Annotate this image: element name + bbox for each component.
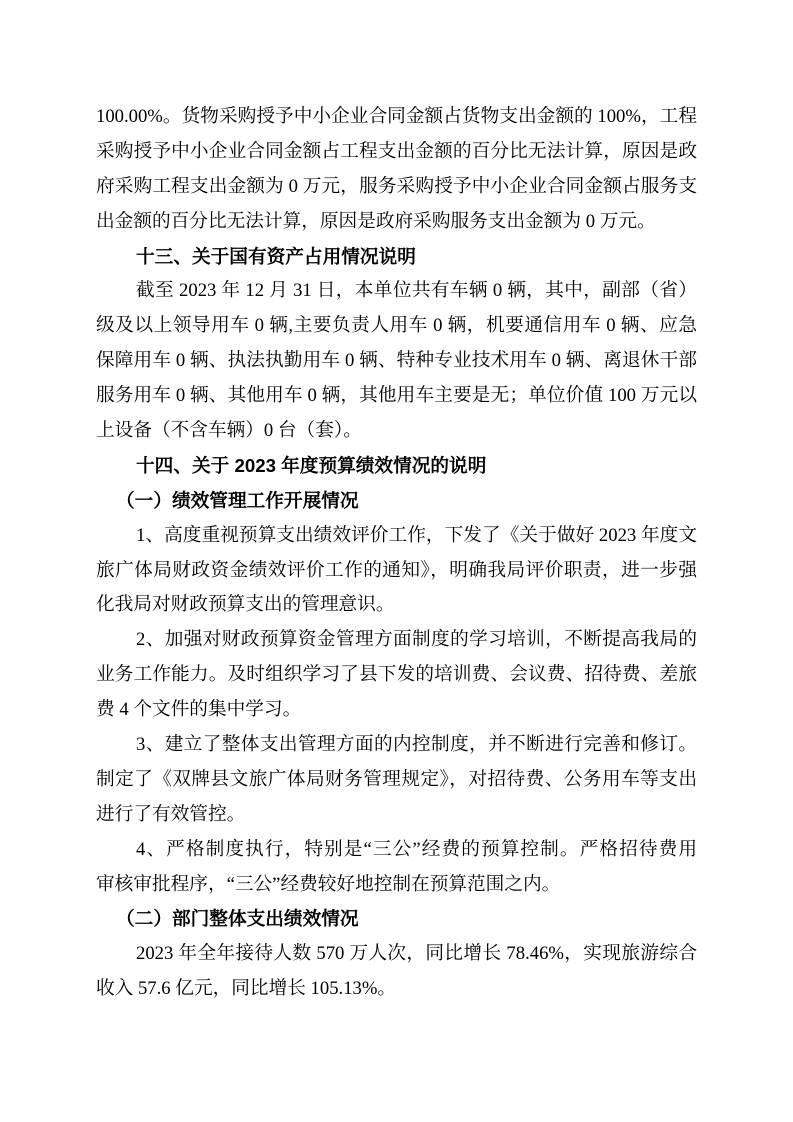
subsection-heading-2: （二）部门整体支出绩效情况 [116, 908, 359, 930]
text-line: 化我局对财政预算支出的管理意识。 [96, 594, 395, 616]
text-line: 截至 2023 年 12 月 31 日，本单位共有车辆 0 辆，其中，副部（省） [136, 280, 697, 302]
text-line: 审核审批程序，“三公”经费较好地控制在预算范围之内。 [96, 873, 561, 895]
text-line: 级及以上领导用车 0 辆,主要负责人用车 0 辆，机要通信用车 0 辆、应急 [96, 315, 697, 337]
text-line: 上设备（不含车辆）0 台（套）。 [96, 420, 362, 442]
list-item [96, 728, 697, 833]
text-line: 旅广体局财政资金绩效评价工作的通知》，明确我局评价职责，进一步强 [96, 559, 697, 581]
section-heading-13: 十三、关于国有资产占用情况说明 [136, 245, 416, 267]
text-line: 业务工作能力。及时组织学习了县下发的培训费、会议费、招待费、差旅 [96, 664, 697, 686]
subsection-heading-1: （一）绩效管理工作开展情况 [116, 489, 359, 511]
text-line: 费 4 个文件的集中学习。 [96, 699, 302, 721]
text-line: 出金额的百分比无法计算，原因是政府采购服务支出金额为 0 万元。 [96, 210, 656, 232]
paragraph-procurement-summary [96, 100, 697, 240]
text-line: 3、建立了整体支出管理方面的内控制度，并不断进行完善和修订。 [136, 734, 697, 756]
list-item [96, 833, 697, 903]
text-line: 1、高度重视预算支出绩效评价工作，下发了《关于做好 2023 年度文 [136, 524, 697, 546]
text-line: 制定了《双牌县文旅广体局财务管理规定》，对招待费、公务用车等支出 [96, 768, 697, 790]
text-line: 100.00%。货物采购授予中小企业合同金额占货物支出金额的 100%，工程 [96, 106, 697, 127]
text-line: 收入 57.6 亿元，同比增长 105.13%。 [96, 978, 397, 1000]
section-heading-14: 十四、关于 2023 年度预算绩效情况的说明 [136, 454, 487, 476]
text-line: 进行了有效管控。 [96, 803, 246, 825]
page-body [96, 100, 697, 1007]
list-item [96, 519, 697, 624]
text-line: 2023 年全年接待人数 570 万人次，同比增长 78.46%，实现旅游综合 [136, 943, 697, 965]
text-line: 保障用车 0 辆、执法执勤用车 0 辆、特种专业技术用车 0 辆、离退休干部 [96, 350, 697, 372]
text-line: 府采购工程支出金额为 0 万元，服务采购授予中小企业合同金额占服务支 [96, 175, 697, 197]
text-line: 4、严格制度执行，特别是“三公”经费的预算控制。严格招待费用 [136, 838, 697, 860]
list-item [96, 623, 697, 728]
text-line: 采购授予中小企业合同金额占工程支出金额的百分比无法计算，原因是政 [96, 140, 697, 162]
paragraph-state-assets [96, 274, 697, 448]
text-line: 2、加强对财政预算资金管理方面制度的学习培训，不断提高我局的 [136, 629, 697, 651]
text-line: 服务用车 0 辆、其他用车 0 辆，其他用车主要是无；单位价值 100 万元以 [96, 385, 697, 407]
paragraph-overall-performance [96, 937, 697, 1007]
